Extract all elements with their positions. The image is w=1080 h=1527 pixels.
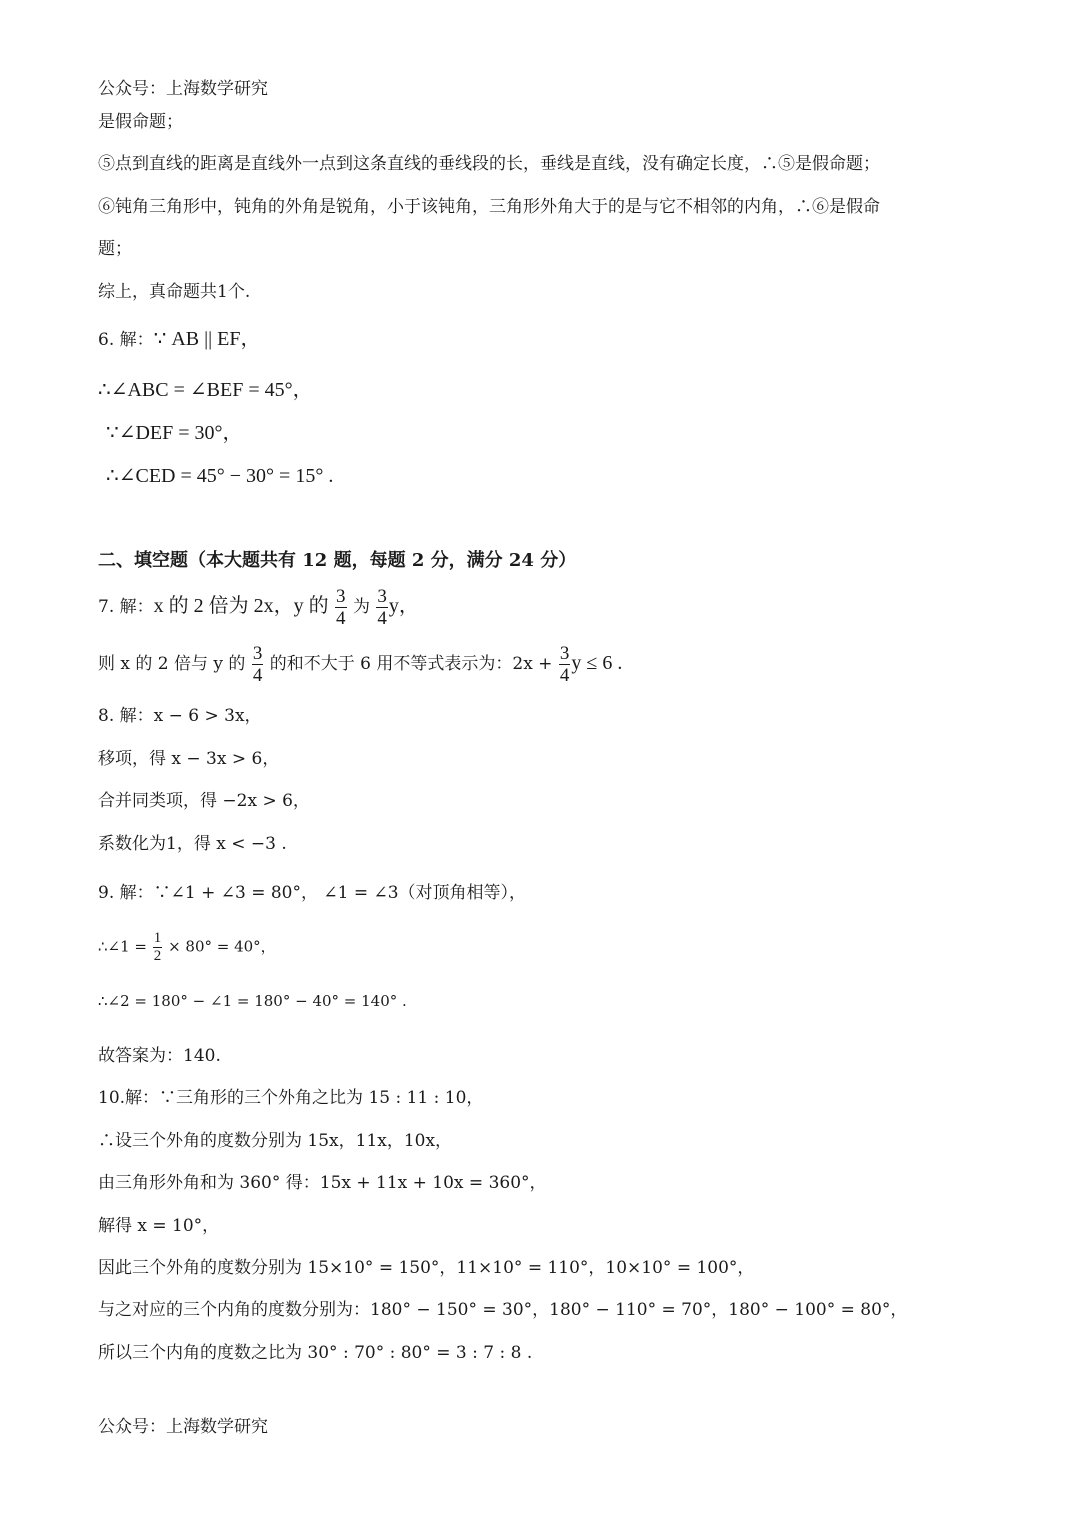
text-line: 综上，真命题共1个. (98, 282, 251, 302)
q6-line (98, 328, 260, 351)
q8-line: 8. 解：x − 6 > 3x， (98, 706, 262, 726)
fraction (153, 930, 163, 965)
fraction-numerator: 3 (336, 586, 346, 607)
text-line: 题； (98, 239, 132, 259)
q10-line: 10.解：∵三角形的三个外角之比为 15 : 11 : 10， (98, 1088, 484, 1108)
q6-label: 6. 解： (98, 330, 154, 350)
fraction-denominator: 4 (559, 665, 570, 686)
math-text: x 的 2 倍为 2x，y 的 (153, 595, 329, 617)
text-line: 是假命题； (98, 112, 183, 132)
text-line: ⑥钝角三角形中，钝角的外角是锐角，小于该钝角，三角形外角大于的是与它不相邻的内角，∴⑥是假命 (98, 197, 880, 217)
q7-label: 7. 解： (98, 597, 154, 617)
q8-line: 移项，得 x − 3x > 6， (98, 749, 280, 769)
q10-line: 与之对应的三个内角的度数分别为：180° − 150° = 30°，180° − 110° = 70°，180° − 100° = 80°， (98, 1300, 908, 1320)
q10-line: 因此三个外角的度数分别为 15×10° = 150°，11×10° = 110°，10×10° = 100°， (98, 1258, 755, 1278)
q10-line: 由三角形外角和为 360° 得：15x + 11x + 10x = 360°， (98, 1173, 547, 1193)
q10-line: 所以三个内角的度数之比为 30° : 70° : 80° = 3 : 7 : 8 . (98, 1343, 533, 1363)
q9-answer: 故答案为：140. (98, 1046, 221, 1066)
fraction-denominator: 4 (336, 608, 346, 629)
math-text: × 80° = 40°， (168, 937, 276, 956)
fraction-denominator: 2 (153, 948, 162, 964)
fraction-numerator: 1 (153, 930, 162, 946)
fraction-numerator: 3 (252, 643, 263, 664)
q7-line-1 (98, 586, 419, 629)
math-line: ∴∠CED = 45° − 30° = 15° . (106, 465, 334, 487)
section-heading: 二、填空题（本大题共有 12 题，每题 2 分，满分 24 分） (98, 550, 577, 571)
q10-line: 解得 x = 10°， (98, 1216, 220, 1236)
math-line: ∵∠DEF = 30°， (106, 422, 243, 444)
math-text: y， (388, 595, 419, 617)
q10-line: ∴设三个外角的度数分别为 15x，11x，10x， (98, 1131, 453, 1151)
fraction (559, 643, 571, 686)
fraction (252, 643, 264, 686)
math-text: 为 (352, 597, 370, 617)
math-text: 的和不大于 6 用不等式表示为：2x + (269, 654, 553, 674)
footer-watermark: 公众号：上海数学研究 (98, 1417, 268, 1437)
q9-line-2 (98, 930, 276, 965)
math-expression: ∵ AB || EF， (153, 328, 261, 350)
fraction-numerator: 3 (377, 586, 387, 607)
fraction (335, 586, 347, 629)
fraction (376, 586, 388, 629)
q9-line: ∴∠2 = 180° − ∠1 = 180° − 40° = 140° . (98, 992, 407, 1010)
q8-line: 系数化为1，得 x < −3 . (98, 834, 287, 854)
math-line: ∴∠ABC = ∠BEF = 45°， (98, 379, 313, 401)
fraction-numerator: 3 (559, 643, 570, 664)
math-text: 则 x 的 2 倍与 y 的 (98, 654, 246, 674)
fraction-denominator: 4 (252, 665, 263, 686)
fraction-denominator: 4 (377, 608, 387, 629)
math-text: y ≤ 6 . (571, 652, 623, 674)
text-line: ⑤点到直线的距离是直线外一点到这条直线的垂线段的长，垂线是直线，没有确定长度，∴⑤是假命题； (98, 154, 880, 174)
math-text: ∴∠1 = (98, 937, 147, 956)
q8-line: 合并同类项，得 −2x > 6， (98, 791, 310, 811)
header-watermark: 公众号：上海数学研究 (98, 79, 268, 99)
q7-line-2 (98, 643, 622, 686)
q9-line: 9. 解：∵∠1 + ∠3 = 80°， ∠1 = ∠3（对顶角相等）， (98, 883, 527, 903)
